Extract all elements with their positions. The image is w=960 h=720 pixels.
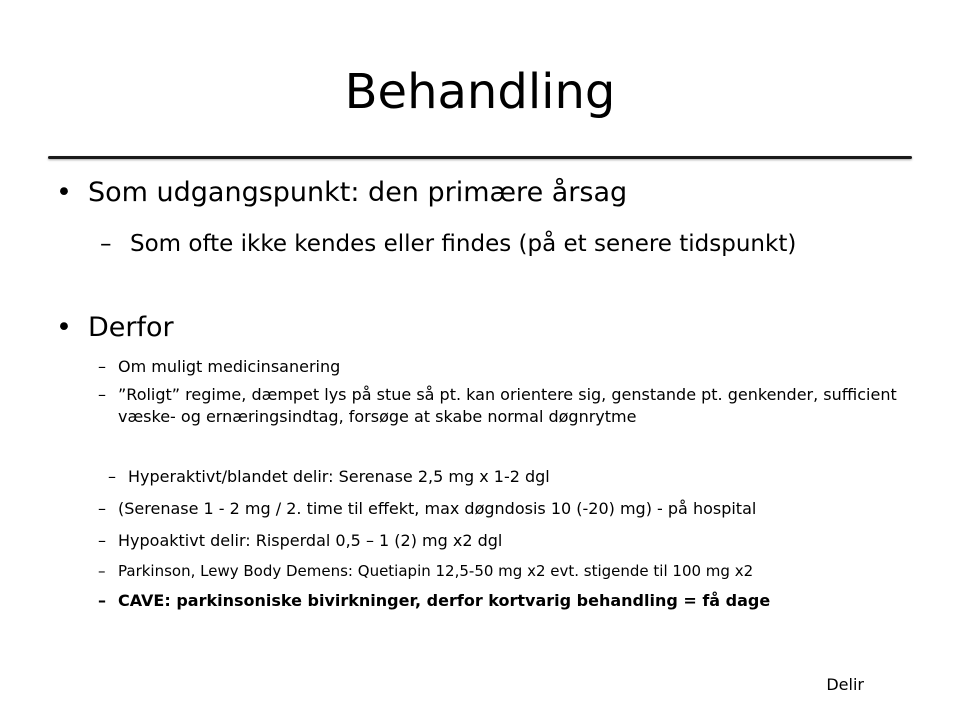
sub-bullet-hyperactive-delirium: – Hyperaktivt/blandet delir: Serenase 2,5 mg x 1-2 dgl [128,466,908,488]
bullet-primary-cause: • Som udgangspunkt: den primære årsag [88,177,627,209]
slide-footer: Delir [826,675,864,694]
sub-bullet-parkinson-lewy: – Parkinson, Lewy Body Demens: Quetiapin 12,5-50 mg x2 evt. stigende til 100 mg x2 [118,560,898,582]
sub-bullet-unknown-cause: – Som ofte ikke kendes eller findes (på et senere tidspunkt) [130,229,890,259]
sub-bullet-serenase-hospital: – (Serenase 1 - 2 mg / 2. time til effekt, max døgndosis 10 (-20) mg) - på hospital [118,498,898,520]
sub-bullet-medication-review: – Om muligt medicinsanering [118,356,898,378]
sub-bullet-hypoactive-delirium: – Hypoaktivt delir: Risperdal 0,5 – 1 (2) mg x2 dgl [118,530,898,552]
bullet-therefore: • Derfor [88,312,174,344]
sub-bullet-cave-warning: – CAVE: parkinsoniske bivirkninger, derfor kortvarig behandling = få dage [118,590,898,612]
title-divider [48,156,912,159]
sub-bullet-calm-regime: – ”Roligt” regime, dæmpet lys på stue så pt. kan orientere sig, genstande pt. genkender, sufficient væske- og ernæringsindtag, forsøge at skabe normal døgnrytme [118,384,898,428]
slide-title: Behandling [344,64,616,120]
